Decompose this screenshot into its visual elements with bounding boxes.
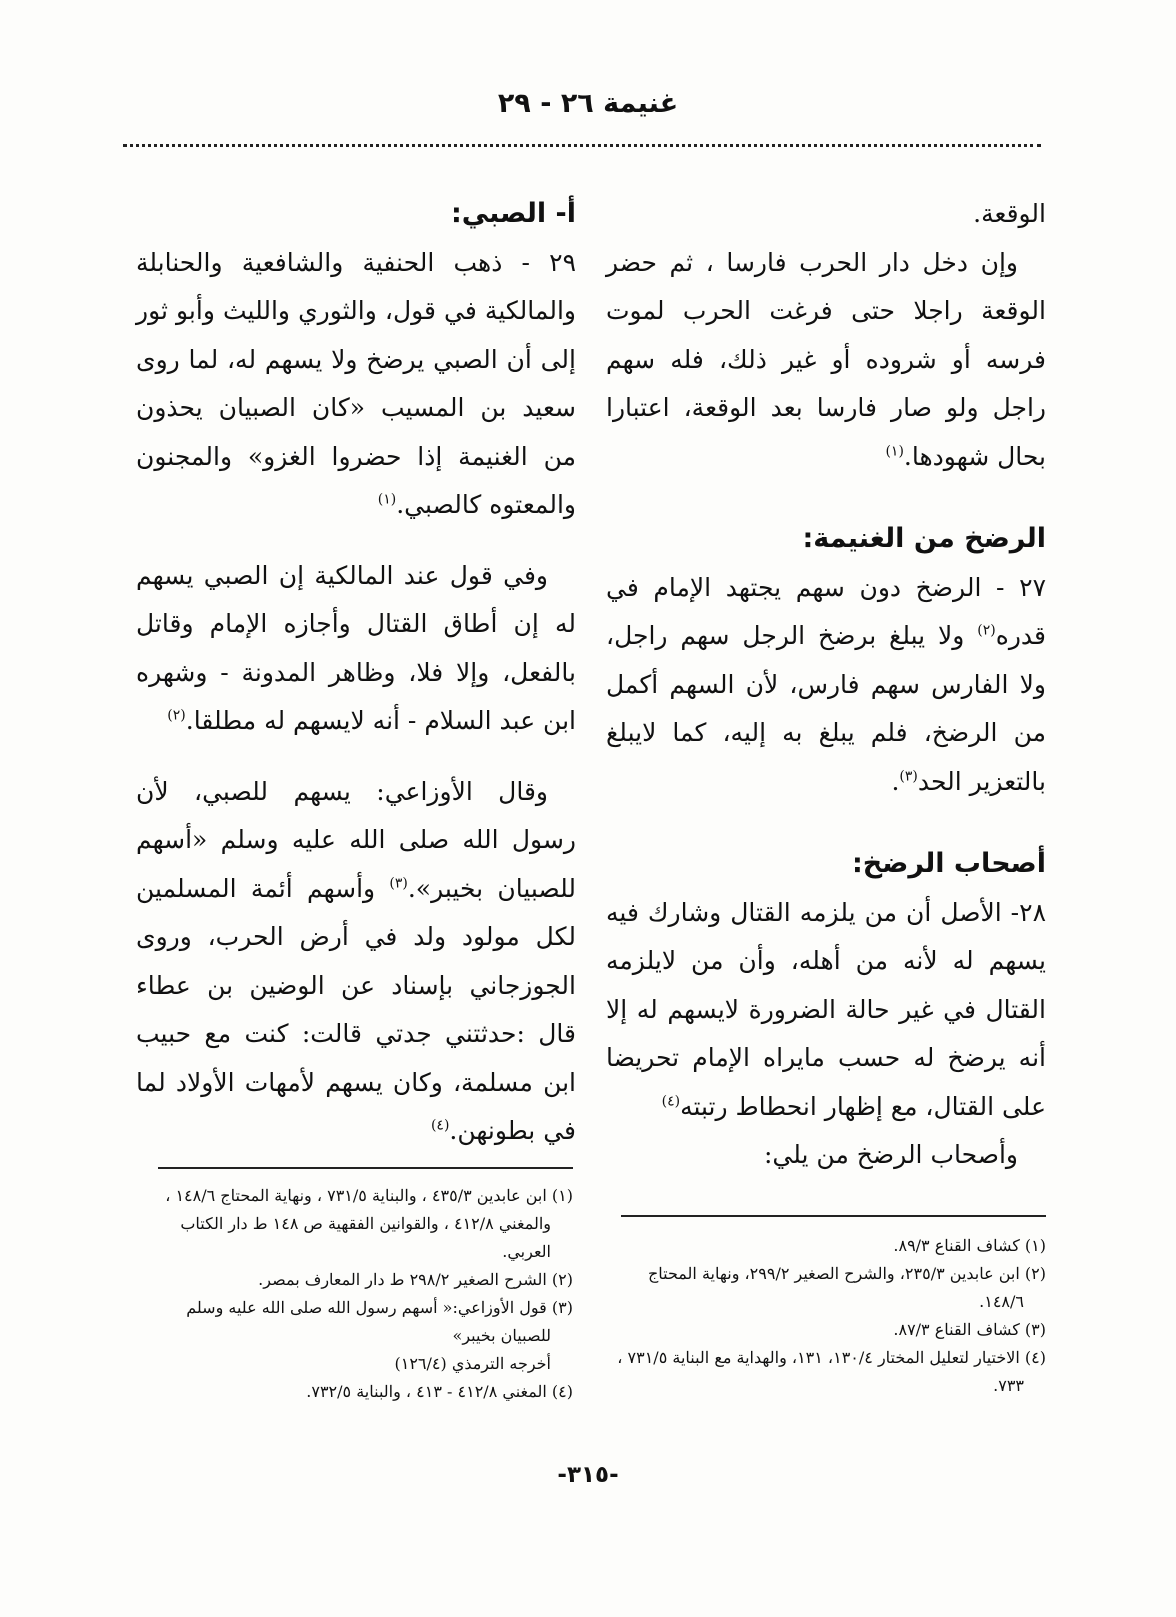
- paragraph: [136, 552, 576, 746]
- paragraph: [606, 889, 1046, 1132]
- paragraph-text: وقال الأوزاعي: يسهم للصبي، لأن رسول الله صلى الله عليه وسلم «أسهم للصبيان بخيبر».: [136, 776, 576, 903]
- footnote: (٤) المغني ٤١٢/٨ - ٤١٣ ، والبناية ٧٣٢/٥.: [306, 1382, 573, 1401]
- footnote-ref: (١): [885, 443, 904, 460]
- footnote-ref: (٤): [430, 1117, 450, 1134]
- header-divider: [123, 144, 1041, 147]
- footnote: (٢) الشرح الصغير ٢٩٨/٢ ط دار المعارف بمصر.: [258, 1270, 573, 1289]
- footnote-ref: (٢): [977, 622, 996, 639]
- footnote: (٢) ابن عابدين ٢٣٥/٣، والشرح الصغير ٢٩٩/٢، ونهاية المحتاج ١٤٨/٦.: [647, 1264, 1046, 1311]
- paragraph-text: وفي قول عند المالكية إن الصبي يسهم له إن أطاق القتال وأجازه الإمام وقاتل بالفعل، وإلا فلا، وظاهر المدونة - وشهره ابن عبد السلام - أنه لايسهم له مطلقا.: [136, 560, 576, 735]
- paragraph-text: ٢٩ - ذهب الحنفية والشافعية والحنابلة والمالكية في قول، والثوري والليث وأبو ثور إلى أن الصبي يرضخ ولا يسهم له، لما روى سعيد بن المسيب «كان الصبيان يحذون من الغنيمة إذا حضروا الغزو» والمجنون والمعتوه كالصبي.: [136, 247, 576, 519]
- footnote-divider: [621, 1215, 1046, 1217]
- paragraph-text: ٢٧ - الرضخ دون سهم يجتهد الإمام في قدره: [606, 572, 1046, 650]
- footnotes-right: [606, 1232, 1046, 1400]
- right-column: [606, 190, 1046, 1180]
- footnotes-left: [133, 1182, 573, 1406]
- paragraph: [136, 239, 576, 530]
- page-number: -٣١٥-: [557, 1462, 619, 1488]
- footnote: أخرجه الترمذي (١٢٦/٤): [394, 1354, 551, 1373]
- footnote: (٣) كشاف القناع ٨٧/٣.: [893, 1320, 1046, 1339]
- footnote-ref: (٢): [167, 707, 186, 724]
- footnote: (١) كشاف القناع ٨٩/٣.: [893, 1236, 1046, 1255]
- footnote-ref: (١): [377, 491, 397, 508]
- paragraph: [606, 239, 1046, 482]
- paragraph: [606, 564, 1046, 807]
- paragraph-text: ولا يبلغ برضخ الرجل سهم راجل، ولا الفارس سهم فارس، لأن السهم أكمل من الرضخ، فلم يبلغ به إليه، كما لايبلغ بالتعزير الحد: [606, 621, 1046, 796]
- footnote-ref: (٣): [389, 875, 408, 892]
- paragraph: وأصحاب الرضخ من يلي:: [763, 1140, 1018, 1169]
- footnote: (٣) قول الأوزاعي:« أسهم رسول الله صلى الله عليه وسلم للصبيان بخيبر»: [186, 1298, 573, 1345]
- section-heading: أ- الصبي:: [451, 198, 576, 229]
- footnote: (٤) الاختيار لتعليل المختار ١٣٠/٤، ١٣١، والهداية مع البناية ٧٣١/٥ ، ٧٣٣.: [617, 1348, 1046, 1395]
- paragraph-text: وإن دخل دار الحرب فارسا ، ثم حضر الوقعة راجلا حتى فرغت الحرب لموت فرسه أو شروده أو غير ذلك، فله سهم راجل ولو صار فارسا بعد الوقعة، اعتبارا بحال شهودها.: [606, 247, 1046, 471]
- left-column: [136, 190, 576, 1156]
- section-heading: أصحاب الرضخ:: [851, 848, 1046, 879]
- footnote-ref: (٤): [661, 1093, 681, 1110]
- footnote: (١) ابن عابدين ٤٣٥/٣ ، والبناية ٧٣١/٥ ، ونهاية المحتاج ١٤٨/٦ ، والمغني ٤١٢/٨ ، والقوانين الفقهية ص ١٤٨ ط دار الكتاب العربي.: [165, 1186, 573, 1261]
- paragraph: [136, 768, 576, 1156]
- footnote-ref: (٣): [899, 768, 918, 785]
- section-heading: الرضخ من الغنيمة:: [802, 523, 1046, 554]
- footnote-divider: [158, 1167, 573, 1169]
- paragraph: الوقعة.: [973, 199, 1046, 228]
- paragraph-text: وأسهم أئمة المسلمين لكل مولود ولد في أرض الحرب، وروى الجوزجاني بإسناد عن الوضين بن عطاء قال :حدثتني جدتي قالت: كنت مع حبيب ابن مسلمة، وكان يسهم لأمهات الأولاد لما في بطونهن.: [136, 873, 576, 1145]
- page-title: غنيمة ٢٦ - ٢٩: [497, 88, 679, 119]
- paragraph-text: .: [891, 766, 900, 796]
- paragraph-text: ٢٨- الأصل أن من يلزمه القتال وشارك فيه يسهم له لأنه من أهله، وأن من لايلزمه القتال في غير حالة الضرورة لايسهم له إلا أنه يرضخ له حسب مايراه الإمام تحريضا على القتال، مع إظهار انحطاط رتبته: [606, 897, 1046, 1121]
